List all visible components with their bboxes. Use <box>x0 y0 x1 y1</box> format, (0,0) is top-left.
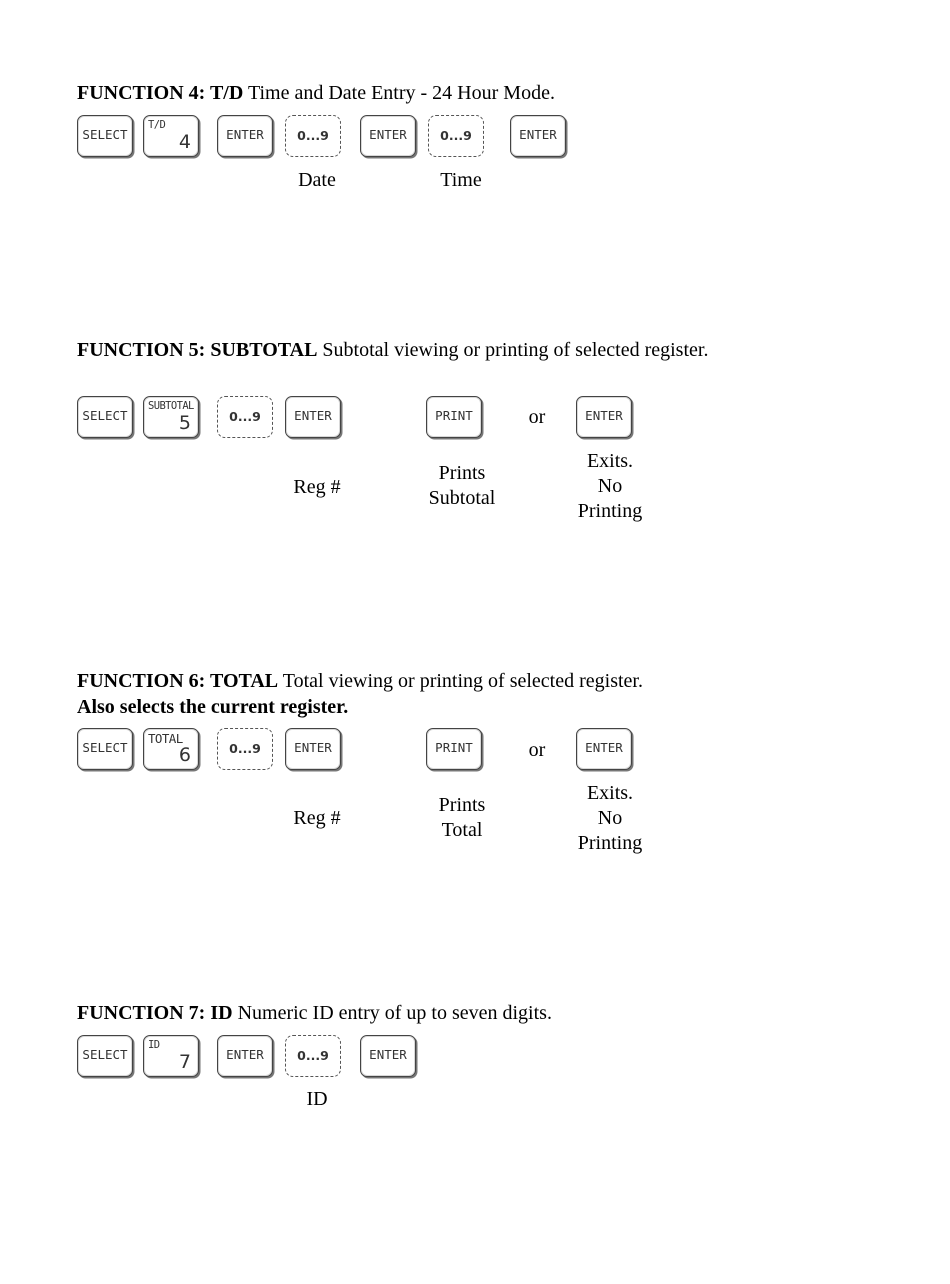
or-label: or <box>528 406 546 428</box>
digit-keys-date[interactable]: 0...9 <box>285 115 341 157</box>
function-6-heading <box>77 668 717 694</box>
function-6-note: Also selects the current register. <box>77 696 349 718</box>
function-5-title: FUNCTION 5: SUBTOTAL <box>77 339 318 361</box>
function-7-description: Numeric ID entry of up to seven digits. <box>237 1002 552 1024</box>
id-function-key[interactable]: ID 7 <box>143 1035 199 1077</box>
time-caption: Time <box>440 169 482 191</box>
enter-key[interactable]: ENTER <box>217 115 273 157</box>
function-6-title: FUNCTION 6: TOTAL <box>77 670 279 692</box>
enter-key[interactable]: ENTER <box>510 115 566 157</box>
total-function-key[interactable]: TOTAL 6 <box>143 728 199 770</box>
function-4-title: FUNCTION 4: T/D <box>77 82 244 104</box>
prints-caption: Prints Subtotal <box>428 462 496 509</box>
enter-key[interactable]: ENTER <box>576 396 632 438</box>
enter-key[interactable]: ENTER <box>285 728 341 770</box>
select-key[interactable]: SELECT <box>77 728 133 770</box>
enter-key[interactable]: ENTER <box>217 1035 273 1077</box>
prints-caption: Prints Total <box>438 794 486 841</box>
or-label: or <box>528 739 546 761</box>
select-key[interactable]: SELECT <box>77 1035 133 1077</box>
enter-key[interactable]: ENTER <box>360 1035 416 1077</box>
function-5-description: Subtotal viewing or printing of selected register. <box>322 339 709 361</box>
exits-caption: Exits. No Printing <box>577 782 643 854</box>
select-key[interactable]: SELECT <box>77 396 133 438</box>
function-6-description: Total viewing or printing of selected register. <box>282 670 643 692</box>
function-7-title: FUNCTION 7: ID <box>77 1002 233 1024</box>
enter-key[interactable]: ENTER <box>576 728 632 770</box>
function-4-description: Time and Date Entry - 24 Hour Mode. <box>247 82 555 104</box>
digit-keys-id[interactable]: 0...9 <box>285 1035 341 1077</box>
register-number-caption: Reg # <box>293 476 341 498</box>
td-function-key[interactable]: T/D 4 <box>143 115 199 157</box>
id-caption: ID <box>306 1088 328 1110</box>
register-number-caption: Reg # <box>293 807 341 829</box>
select-key[interactable]: SELECT <box>77 115 133 157</box>
print-key[interactable]: PRINT <box>426 728 482 770</box>
function-4-heading <box>77 80 717 106</box>
function-7-heading <box>77 1000 717 1026</box>
digit-keys-register[interactable]: 0...9 <box>217 728 273 770</box>
digit-keys-register[interactable]: 0...9 <box>217 396 273 438</box>
date-caption: Date <box>298 169 336 191</box>
print-key[interactable]: PRINT <box>426 396 482 438</box>
enter-key[interactable]: ENTER <box>285 396 341 438</box>
digit-keys-time[interactable]: 0...9 <box>428 115 484 157</box>
function-5-heading <box>77 337 717 363</box>
subtotal-function-key[interactable]: SUBTOTAL 5 <box>143 396 199 438</box>
exits-caption: Exits. No Printing <box>577 450 643 522</box>
enter-key[interactable]: ENTER <box>360 115 416 157</box>
